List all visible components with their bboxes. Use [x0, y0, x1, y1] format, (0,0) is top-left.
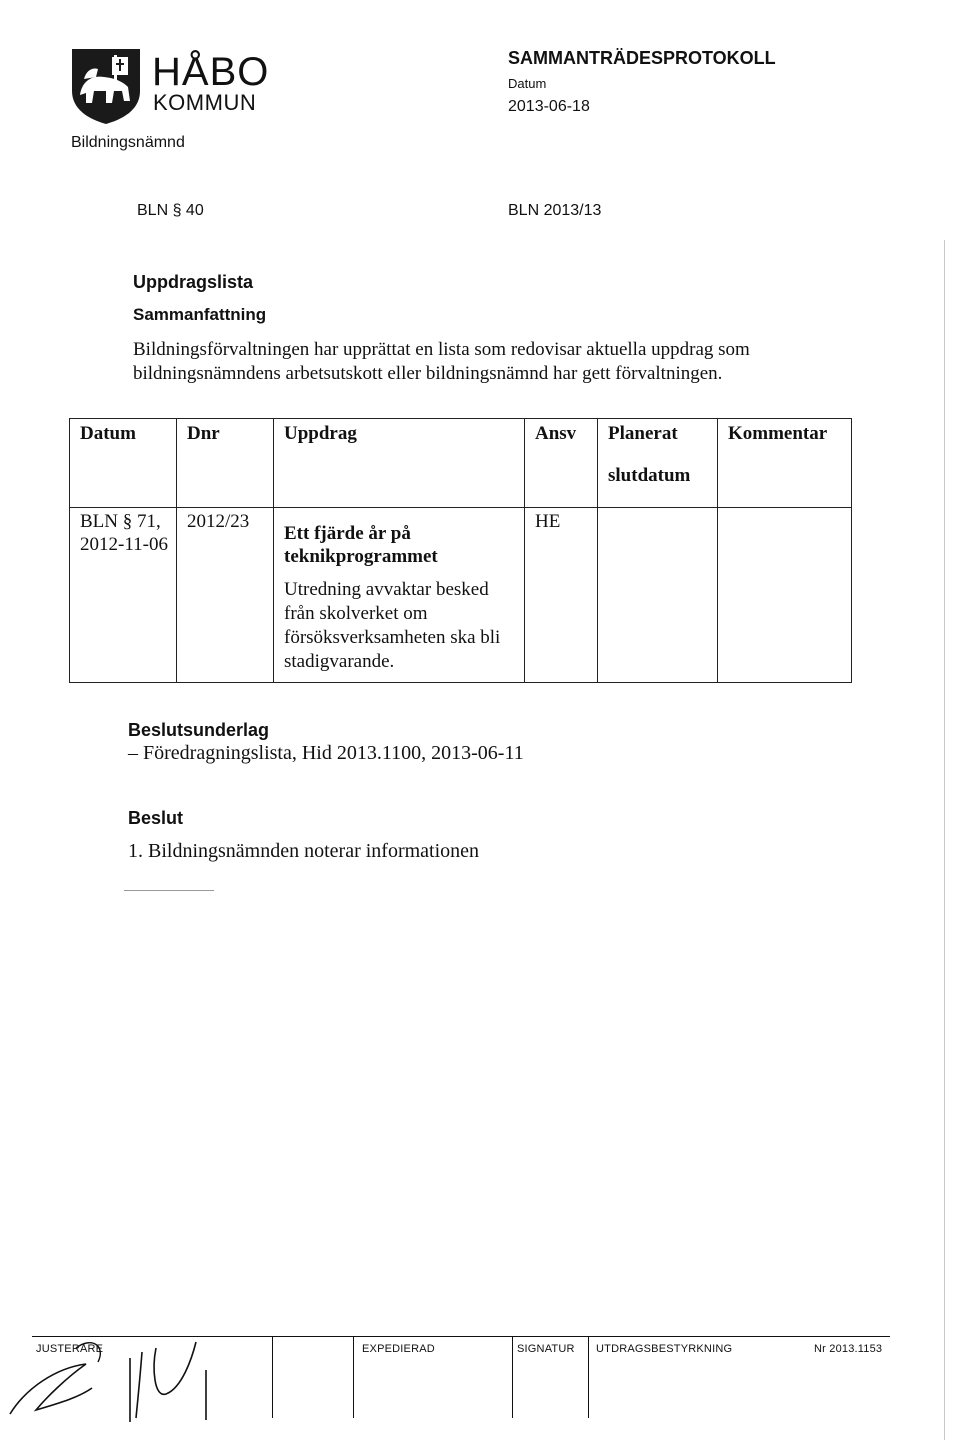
logo-kommun: KOMMUN [153, 90, 257, 115]
footer-expedierad: EXPEDIERAD [362, 1343, 435, 1355]
header-slutdatum-label: slutdatum [608, 465, 691, 486]
municipality-crest-icon [70, 47, 142, 125]
table-row [70, 508, 852, 683]
cell-ansv: HE [525, 508, 598, 683]
signature-scribble-icon [6, 1318, 216, 1428]
committee-name: Bildningsnämnd [71, 134, 185, 151]
task-title: Ett fjärde år på teknikprogrammet [284, 523, 438, 567]
cell-planerat [598, 508, 718, 683]
cell-dnr: 2012/23 [177, 508, 274, 683]
header-dnr: Dnr [177, 419, 274, 508]
header-ansv: Ansv [525, 419, 598, 508]
table-header-row [70, 419, 852, 508]
header-planerat [598, 419, 718, 508]
footer-utdragsbestyrkning: UTDRAGSBESTYRKNING [596, 1343, 733, 1355]
header-datum: Datum [70, 419, 177, 508]
cell-datum: BLN § 71, 2012-11-06 [70, 508, 177, 683]
cell-uppdrag [274, 508, 525, 683]
basis-item: – Föredragningslista, Hid 2013.1100, 2013-06-11 [128, 742, 524, 764]
footer-divider [588, 1336, 589, 1418]
section-reference: BLN § 40 [137, 202, 204, 219]
footer-divider [353, 1336, 354, 1418]
cell-kommentar [718, 508, 852, 683]
decision-heading: Beslut [128, 808, 184, 828]
page-edge [944, 240, 945, 1440]
footer-signatur: SIGNATUR [517, 1343, 575, 1355]
summary-text: Bildningsförvaltningen har upprättat en lista som redovisar aktuella uppdrag som bildningsnämndens arbetsutskott eller bildningsnämnd har gett förvaltningen. [133, 339, 750, 384]
logo-name: HÅBO [152, 50, 270, 94]
header-kommentar: Kommentar [718, 419, 852, 508]
divider [124, 890, 214, 891]
footer-nr: Nr 2013.1153 [814, 1343, 883, 1355]
case-reference: BLN 2013/13 [508, 202, 602, 219]
footer-justerare: JUSTERARE [36, 1343, 104, 1355]
basis-heading: Beslutsunderlag [128, 720, 270, 740]
date-label: Datum [508, 76, 547, 91]
footer-divider [272, 1336, 273, 1418]
protocol-title: SAMMANTRÄDESPROTOKOLL [508, 48, 776, 68]
date-value: 2013-06-18 [508, 98, 590, 115]
header-planerat-label: Planerat [608, 423, 678, 444]
task-description: Utredning avvaktar besked från skolverket om försöksverksamheten ska bli stadigvarande. [284, 579, 501, 672]
header-uppdrag: Uppdrag [274, 419, 525, 508]
footer-divider [512, 1336, 513, 1418]
decision-item: 1. Bildningsnämnden noterar informationen [128, 840, 480, 862]
assignment-table [69, 418, 852, 683]
page-title: Uppdragslista [133, 272, 254, 292]
summary-heading: Sammanfattning [133, 305, 267, 324]
